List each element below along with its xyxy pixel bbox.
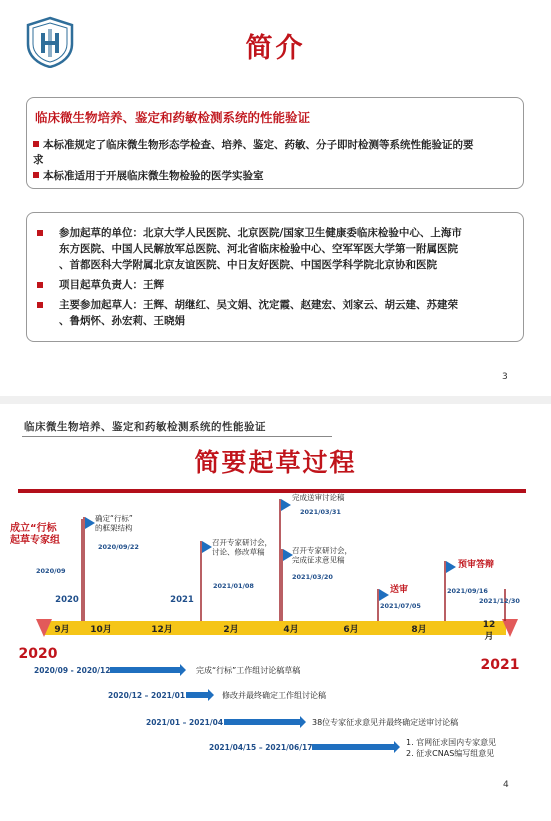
- phase-range: 2021/04/15 – 2021/06/17: [209, 743, 313, 752]
- month-label: 10月: [90, 625, 112, 635]
- slide-drafting-process: [0, 405, 551, 821]
- summary-box: [26, 97, 524, 189]
- square-bullet-icon: [33, 141, 39, 147]
- milestone-label: 召开专家研讨会，讨论、修改草稿: [212, 538, 272, 557]
- page-title: 简要起草过程: [194, 448, 357, 477]
- summary-bullet: 本标准适用于开展临床微生物检验的医学实验室: [33, 169, 515, 184]
- milestone-date: 2021/01/08: [213, 582, 254, 590]
- square-bullet-icon: [37, 282, 43, 288]
- milestone-label: 预审答辩: [458, 560, 495, 570]
- drafters-box: [26, 212, 524, 342]
- month-label: 月: [484, 632, 494, 642]
- phase-arrow-icon: [110, 664, 186, 676]
- milestone-label: 送审: [390, 585, 409, 595]
- page-number: 4: [503, 780, 509, 790]
- phase-range: 2021/01 – 2021/04: [146, 718, 224, 727]
- milestone-flag-icon: [85, 517, 95, 529]
- milestone-date: 2020/09/22: [98, 543, 139, 551]
- slide-divider: [0, 396, 551, 404]
- drafting-units: 参加起草的单位：北京大学人民医院、北京医院/国家卫生健康委临床检验中心、上海市: [37, 225, 513, 241]
- milestone-date: 2021/03/20: [292, 573, 333, 581]
- header-underline: [22, 436, 332, 437]
- milestone-label: 召开专家研讨会，完成征求意见稿: [292, 546, 352, 565]
- milestone-flag-icon: [446, 561, 456, 573]
- month-label: 2月: [223, 625, 239, 635]
- phase-arrow-icon: [224, 716, 306, 728]
- drafting-units-continued: 东方医院、中国人民解放军总医院、河北省临床检验中心、空军军医大学第一附属医院: [59, 243, 458, 255]
- phase-arrow-icon: [186, 689, 214, 701]
- milestone-date: 2021/03/31: [300, 508, 341, 516]
- slide-header: 临床微生物培养、鉴定和药敏检测系统的性能验证: [24, 421, 266, 433]
- square-bullet-icon: [33, 172, 39, 178]
- phase-description: 完成“行标”工作组讨论稿草稿: [196, 666, 301, 675]
- month-label: 6月: [343, 625, 359, 635]
- month-label: 12: [482, 620, 496, 630]
- year-marker: 2021: [170, 595, 194, 605]
- year-marker: 2020: [55, 595, 79, 605]
- milestone-date: 2020/09: [36, 567, 66, 575]
- year-end: 2021: [480, 657, 520, 673]
- month-label: 4月: [283, 625, 299, 635]
- timeline-band: [44, 621, 506, 635]
- month-label: 9月: [54, 625, 70, 635]
- phase-description: 38位专家征求意见并最终确定送审讨论稿: [312, 718, 459, 727]
- timeline-diagram: [0, 491, 551, 821]
- month-label: 8月: [411, 625, 427, 635]
- milestone-date: 2021/07/05: [380, 602, 421, 610]
- milestone-date: 2021/12/30: [479, 597, 520, 605]
- standard-name: 临床微生物培养、鉴定和药敏检测系统的性能验证: [35, 110, 311, 125]
- square-bullet-icon: [37, 302, 43, 308]
- slide-intro: [0, 0, 551, 395]
- page-number: 3: [502, 372, 508, 382]
- main-drafters-continued: 、鲁炳怀、孙宏莉、王晓娟: [59, 315, 185, 327]
- summary-bullet-continued: 求: [33, 154, 44, 166]
- milestone-label: 确定“行标”的框架结构: [95, 514, 133, 533]
- milestone-date: 2021/09/16: [447, 587, 488, 595]
- summary-bullet: 本标准规定了临床微生物形态学检查、培养、鉴定、药敏、分子即时检测等系统性能验证的要: [33, 138, 515, 153]
- page-title: 简介: [245, 33, 306, 64]
- year-start: 2020: [18, 646, 58, 662]
- main-drafters: 主要参加起草人：王辉、胡继红、吴文娟、沈定霞、赵建宏、刘家云、胡云建、苏建荣: [37, 297, 513, 313]
- milestone-label: 完成送审讨论稿: [292, 493, 345, 502]
- phase-range: 2020/09 - 2020/12: [34, 666, 111, 675]
- square-bullet-icon: [37, 230, 43, 236]
- milestone-label: 成立“行标起草专家组: [10, 523, 60, 546]
- drafting-units-continued: 、首都医科大学附属北京友谊医院、中日友好医院、中国医学科学院北京协和医院: [59, 259, 437, 271]
- phase-range: 2020/12 – 2021/01: [108, 691, 186, 700]
- milestone-flag-icon: [379, 589, 389, 601]
- project-lead: 项目起草负责人：王辉: [37, 277, 513, 293]
- phase-arrow-icon: [312, 741, 400, 753]
- phase-description: 修改并最终确定工作组讨论稿: [222, 691, 326, 700]
- milestone-flag-icon: [202, 541, 212, 553]
- phase-description: 1. 官网征求国内专家意见 2. 征求CNAS编写组意见: [406, 738, 497, 758]
- month-label: 12月: [151, 625, 173, 635]
- milestone-flag-icon: [281, 499, 291, 511]
